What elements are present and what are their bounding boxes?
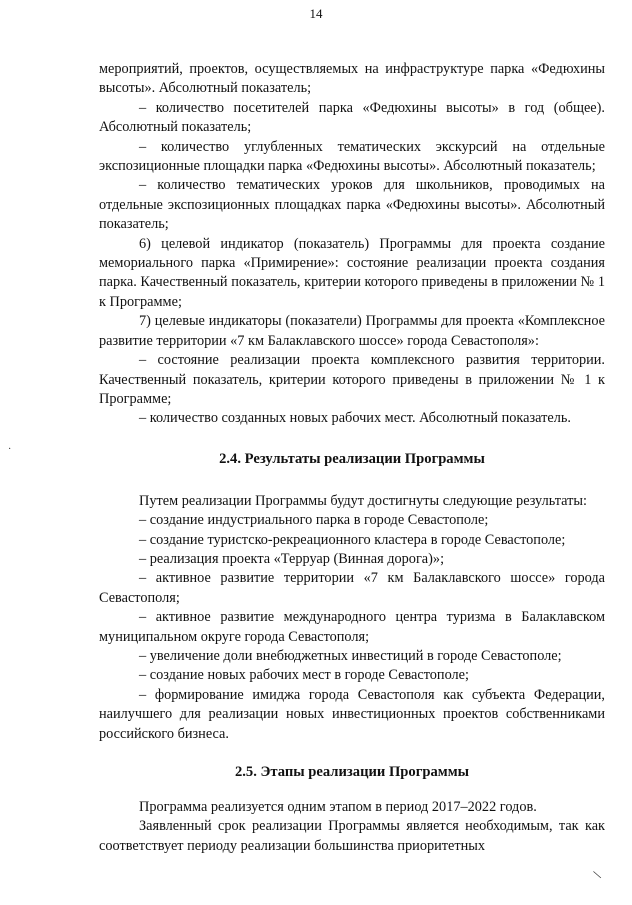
- paragraph: Программа реализуется одним этапом в период 2017–2022 годов.: [139, 799, 537, 815]
- list-item: – создание индустриального парка в городе Севастополе;: [139, 512, 489, 529]
- section-heading: 2.4. Результаты реализации Программы: [219, 450, 485, 467]
- list-item: – реализация проекта «Терруар (Винная дорога)»;: [139, 550, 445, 567]
- section-heading: 2.5. Этапы реализации Программы: [234, 764, 470, 780]
- document-body: [99, 60, 605, 856]
- list-item: – формирование имиджа города Севастополя как субъекта Федерации, наилучшего для реализации новых инвестиционных проектов собственниками российского бизнеса.: [99, 686, 605, 742]
- paragraph: мероприятий, проектов, осуществляемых на инфраструктуре парка «Федюхины высоты». Абсолютный показатель;: [99, 61, 605, 97]
- list-item: – создание туристско-рекреационного кластера в городе Севастополе;: [139, 531, 566, 548]
- paragraph: – количество созданных новых рабочих мест. Абсолютный показатель.: [139, 410, 571, 427]
- paragraph: – количество углубленных тематических экскурсий на отдельные экспозиционные площадки парка «Федюхины высоты». Абсолютный показатель;: [99, 138, 605, 175]
- paragraph: – количество посетителей парка «Федюхины высоты» в год (общее). Абсолютный показатель;: [99, 99, 605, 136]
- paragraph: Заявленный срок реализации Программы является необходимым, так как соответствует периоду реализации большинства приоритетных: [99, 818, 605, 854]
- list-item: – активное развитие международного центра туризма в Балаклавском муниципальном округе города Севастополя;: [99, 609, 605, 645]
- paragraph: – количество тематических уроков для школьников, проводимых на отдельные экспозиционных площадках парка «Федюхины высоты». Абсолютный показатель;: [99, 177, 605, 233]
- scan-dot-mark: ·: [8, 444, 12, 455]
- paragraph: Путем реализации Программы будут достигнуты следующие результаты:: [139, 492, 587, 509]
- paragraph: 6) целевой индикатор (показатель) Программы для проекта создание мемориального парка «Примирение»: состояние реализации проекта создания парка. Качественный показатель, критерии которого приведены в приложении № 1 к Программе;: [99, 235, 605, 310]
- list-item: – активное развитие территории «7 км Балаклавского шоссе» города Севастополя;: [99, 570, 605, 606]
- scan-stroke-mark: \: [592, 868, 604, 884]
- page-number: 14: [309, 6, 323, 21]
- paragraph: – состояние реализации проекта комплексного развития территории. Качественный показатель, критерии которого приведены в приложении № 1 к Программе;: [99, 352, 605, 407]
- list-item: – увеличение доли внебюджетных инвестиций в городе Севастополе;: [139, 647, 562, 664]
- paragraph: 7) целевые индикаторы (показатели) Программы для проекта «Комплексное развитие территории «7 км Балаклавского шоссе» города Севастополя»:: [99, 313, 605, 349]
- list-item: – создание новых рабочих мест в городе Севастополе;: [139, 667, 469, 684]
